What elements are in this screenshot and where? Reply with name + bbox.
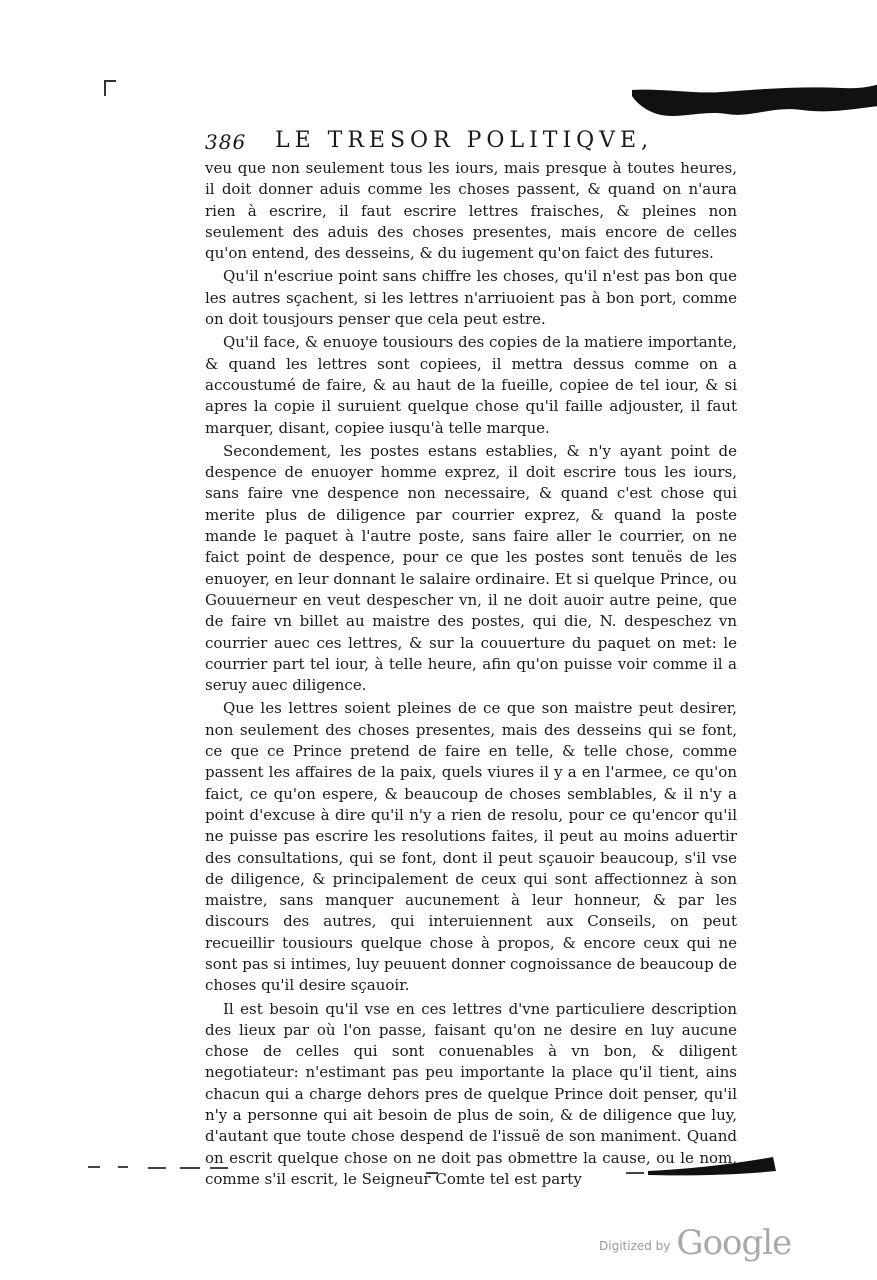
scan-ink-smudge <box>632 84 877 122</box>
paragraph: veu que non seulement tous les iours, mais presque à toutes heures, il doit donner aduis comme les choses passent, & quand on n'aura rien à escrire, il faut escrire lettres fraisches, & pleines non seulement des aduis des choses presentes, mais encore de celles qu'on entend, des desseins, & du iugement qu'on faict des futures. <box>205 159 737 263</box>
digitized-by-google-watermark <box>599 1220 792 1263</box>
google-logo: Google <box>676 1223 792 1263</box>
body-text <box>205 158 737 1192</box>
paragraph: Secondement, les postes estans establies, & n'y ayant point de despence de enuoyer homme exprez, il doit escrire tous les iours, sans faire vne despence non necessaire, & quand c'est chose qui merite plus de diligence par courrier exprez, & quand la poste mande le paquet à l'autre poste, sans faire aller le courrier, on ne faict point de despence, pour ce que les postes sont tenuës de les enuoyer, en leur donnant le salaire ordinaire. Et si quelque Prince, ou Gouuerneur en veut despescher vn, il ne doit auoir autre peine, que de faire vn billet au maistre des postes, qui die, N. despeschez vn courrier auec ces lettres, & sur la couuerture du paquet on met: le courrier part tel iour, à telle heure, afin qu'on puisse voir comme il a seruy auec diligence. <box>205 441 737 695</box>
page-number: 386 <box>205 130 247 154</box>
scan-corner-mark <box>104 80 116 96</box>
digitized-label: Digitized by <box>599 1239 671 1253</box>
paragraph: Qu'il n'escriue point sans chiffre les choses, qu'il n'est pas bon que les autres sçachent, si les lettres n'arriuoient pas à bon port, comme on doit tousjours penser que cela peut estre. <box>205 267 737 329</box>
scan-bottom-artifact <box>88 1155 788 1185</box>
paragraph: Qu'il face, & enuoye tousiours des copies de la matiere importante, & quand les lettres sont copiees, il mettra dessus comme on a accoustumé de faire, & au haut de la fueille, copiee de tel iour, & si apres la copie il suruient quelque chose qu'il faille adjouster, il faut marquer, disant, copiee iusqu'à telle marque. <box>205 333 737 437</box>
paragraph: Il est besoin qu'il vse en ces lettres d'vne particuliere description des lieux par où l'on passe, faisant qu'on ne desire en luy aucune chose de celles qui sont conuenables à vn bon, & diligent negotiateur: n'estimant pas peu importante la place qu'il tient, ains chacun qui a charge dehors pres de quelque Prince doit penser, qu'il n'y a personne qui ait besoin de plus de soin, & de diligence que luy, d'autant que toute chose despend de l'issuë de son maniment. Quand on escrit quelque chose on ne doit pas obmettre la cause, ou le nom, comme s'il escrit, le Seigneur Comte tel est party <box>205 999 737 1188</box>
running-head: LE TRESOR POLITIQVE, <box>275 128 654 153</box>
paragraph: Que les lettres soient pleines de ce que son maistre peut desirer, non seulement des choses presentes, mais des desseins qui se font, ce que ce Prince pretend de faire en telle, & telle chose, comme passent les affaires de la paix, quels viures il y a en l'armee, ce qu'on faict, ce qu'on espere, & beaucoup de choses semblables, & il n'y a point d'excuse à dire qu'il n'y a rien de resolu, pour ce qu'encor qu'il ne puisse pas escrire les resolutions faites, il peut au moins aduertir des consultations, qui se font, dont il peut sçauoir beaucoup, s'il vse de diligence, & principalement de ceux qui sont affectionnez à son maistre, sans manquer aucunement à leur honneur, & par les discours des autres, qui interuiennent aux Conseils, on peut recueillir tousiours quelque chose à propos, & encore ceux qui ne sont pas si intimes, luy peuuent donner cognoissance de beaucoup de choses qu'il desire sçauoir. <box>205 699 737 995</box>
